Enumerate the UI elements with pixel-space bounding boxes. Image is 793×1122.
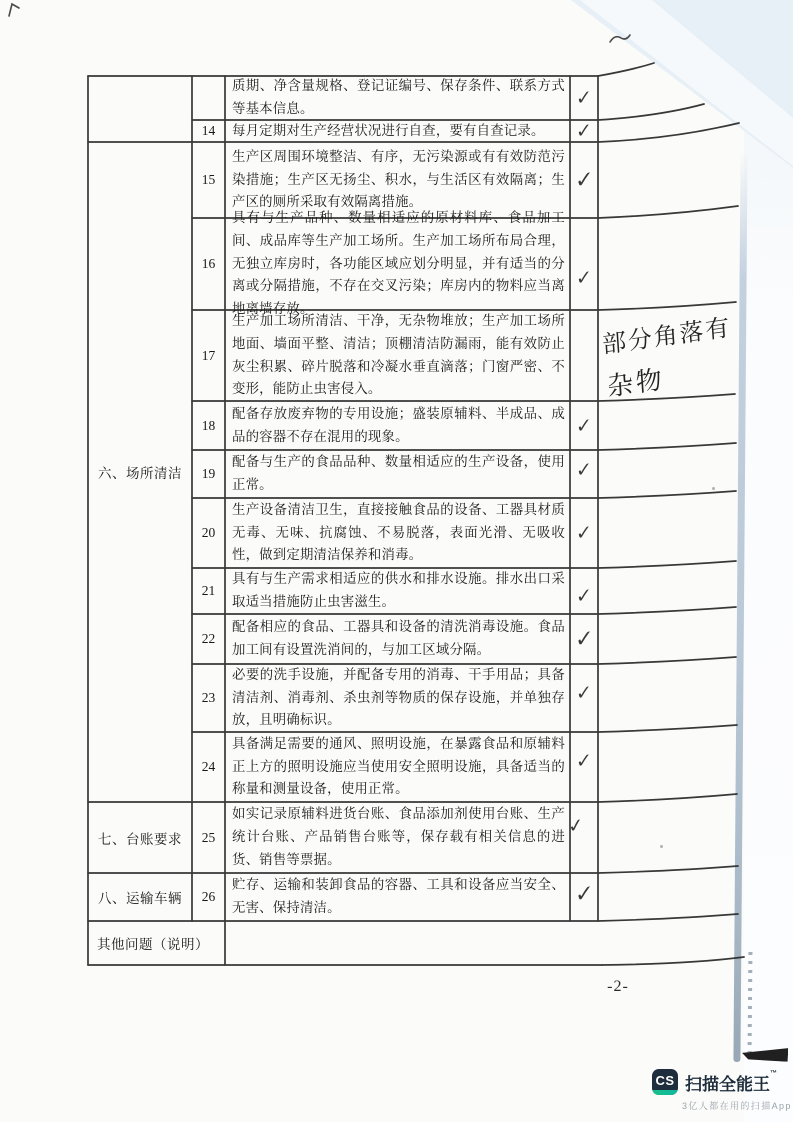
row-text: 具备满足需要的通风、照明设施，在暴露食品和原辅料正上方的照明设施应当使用安全照明设施，具备适当的称量和测量设备，使用正常。 (232, 735, 565, 797)
section-cell-ledger-requirements (88, 802, 192, 873)
row-text: 每月定期对生产经营状况进行自查，要有自查记录。 (232, 122, 545, 138)
row-text: 配备与生产的食品品种、数量相适应的生产设备，使用正常。 (232, 454, 565, 492)
row-number: 19 (201, 466, 216, 481)
row-text: 如实记录原辅料进货台账、食品添加剂使用台账、生产统计台账、产品销售台账等，保存载有相关信息的进货、销售等票据。 (232, 806, 565, 867)
check-cell (570, 568, 598, 614)
check-cell (570, 873, 598, 921)
row-text: 贮存、运输和装卸食品的容器、工具和设备应当安全、无害、保持清洁。 (232, 877, 565, 915)
app-name: 扫描全能王™ (685, 1069, 777, 1094)
trademark-symbol: ™ (770, 1069, 777, 1077)
check-cell (570, 450, 598, 498)
scan-mark-top-left (9, 4, 19, 16)
badge-letters: CS (655, 1073, 675, 1088)
row-text: 必要的洗手设施，并配备专用的消毒、干手用品；具备清洁剂、消毒剂、杀虫剂等物质的保存设施，并单独存放，且明确标识。 (232, 666, 565, 728)
check-cell (570, 310, 598, 401)
check-mark: ✓ (576, 680, 592, 706)
row-text: 具有与生产品种、数量相适应的原材料库、食品加工间、成品库等生产加工场所。生产加工场所布局合理，无独立库房时，各功能区域应划分明显，并有适当的分离或分隔措施，不存在交叉污染；库房内的物料应当离地离墙存放。 (232, 210, 565, 317)
row-number: 24 (201, 759, 216, 774)
row-number: 20 (201, 525, 216, 540)
section-cell-other-issues (88, 921, 225, 965)
section-label: 七、台账要求 (98, 831, 182, 847)
row-number: 26 (201, 889, 216, 904)
check-cell (570, 732, 598, 802)
row-number: 22 (201, 631, 216, 646)
row-text: 生产加工场所清洁、干净，无杂物堆放；生产加工场所地面、墙面平整、清洁；顶棚清洁防漏雨，能有效防止灰尘积累、碎片脱落和冷凝水垂直滴落；门窗严密、不变形，能防止虫害侵入。 (232, 312, 565, 397)
row-text: 生产区周围环境整洁、有序，无污染源或有有效防范污染措施；生产区无扬尘、积水，与生活区有效隔离；生产区的厕所采取有效隔离措施。 (232, 148, 565, 210)
app-tagline: 3亿人都在用的扫描App (682, 1101, 792, 1111)
handwritten-note-line2: 杂物 (606, 363, 666, 402)
row-number: 21 (201, 583, 216, 598)
section-cell-premises-cleanliness (88, 142, 192, 802)
check-mark: ✓ (574, 166, 594, 194)
check-cell (570, 120, 598, 142)
row-number: 17 (201, 347, 216, 363)
row-number: 15 (201, 172, 216, 187)
handwritten-note (601, 307, 735, 404)
check-mark: ✓ (576, 457, 592, 483)
row-text: 具有与生产需求相适应的供水和排水设施。排水出口采取适当措施防止虫害滋生。 (232, 571, 565, 609)
row-number (192, 76, 225, 120)
row-text: 生产设备清洁卫生，直接接触食品的设备、工器具材质无毒、无味、抗腐蚀、不易脱落，表面光滑、无吸收性，做到定期清洁保养和消毒。 (232, 501, 565, 563)
check-mark: ✓ (576, 118, 592, 144)
check-mark: ✓ (576, 413, 592, 438)
check-mark: ✓ (574, 625, 594, 653)
badge-green-accent (652, 1090, 678, 1095)
check-cell (570, 401, 598, 450)
camscanner-watermark (652, 1069, 792, 1112)
check-mark: ✓ (576, 583, 592, 609)
page-number: -2- (607, 978, 629, 995)
check-cell (570, 76, 598, 120)
check-mark: ✓ (574, 880, 594, 908)
row-number: 23 (201, 690, 216, 705)
scan-speck (660, 845, 663, 848)
scan-speck (712, 487, 715, 490)
row-number: 16 (201, 256, 216, 271)
row-text: 配备相应的食品、工器具和设备的清洗消毒设施。食品加工间有设置洗消间的，与加工区域分隔。 (232, 619, 565, 657)
row-text: 质期、净含量规格、登记证编号、保存条件、联系方式等基本信息。 (232, 78, 565, 116)
check-cell (570, 614, 598, 664)
check-mark: ✓ (576, 520, 592, 546)
row-number: 25 (201, 829, 216, 845)
check-mark: ✓ (576, 748, 592, 774)
camscanner-badge-icon (652, 1069, 678, 1095)
check-cell (570, 498, 598, 568)
check-cell (566, 802, 598, 873)
row-number: 18 (201, 417, 216, 433)
check-cell (570, 218, 598, 310)
row-number: 14 (201, 123, 216, 138)
section-label: 其他问题（说明） (97, 937, 209, 952)
section-label: 八、运输车辆 (98, 891, 182, 906)
section-cell-transport-vehicles (88, 873, 192, 921)
handwritten-note-line1: 部分角落有 (601, 313, 732, 360)
check-mark: ✓ (576, 265, 592, 291)
section-cell-continued (88, 76, 192, 142)
check-mark: ✓ (566, 813, 586, 838)
check-cell (570, 664, 598, 732)
check-mark: ✓ (576, 85, 592, 111)
row-text: 配备存放废弃物的专用设施；盛装原辅料、半成品、成品的容器不存在混用的现象。 (232, 405, 565, 444)
check-cell (570, 142, 598, 218)
section-label: 六、场所清洁 (98, 466, 182, 481)
